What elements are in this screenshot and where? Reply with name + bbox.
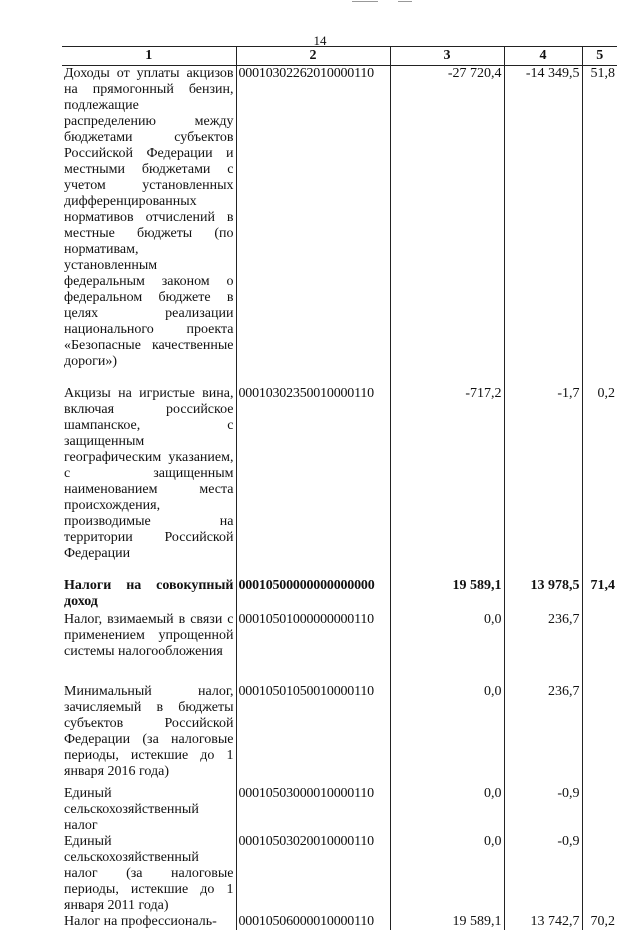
column-header: 4 [504,47,582,66]
table-row [62,786,617,834]
plan-value: -717,2 [390,386,504,578]
scan-mark [398,1,412,2]
header-row [62,47,617,66]
table-row [62,578,617,612]
actual-value: -0,9 [504,786,582,834]
plan-value: 0,0 [390,612,504,684]
income-name: Налог на профессиональ- [64,914,217,929]
table-row [62,834,617,914]
percent-value [582,612,617,684]
percent-value: 70,2 [582,914,617,930]
table-row [62,612,617,684]
actual-value: 236,7 [504,612,582,684]
table-row [62,66,617,387]
percent-value: 71,4 [582,578,617,612]
actual-value: 236,7 [504,684,582,786]
table-row [62,386,617,578]
percent-value [582,684,617,786]
budget-code: 00010501050010000110 [236,684,390,786]
budget-code: 00010506000010000110 [236,914,390,930]
plan-value: 19 589,1 [390,578,504,612]
page-number: 14 [313,33,327,48]
table-row [62,914,617,930]
income-name: Минимальный налог, зачисляемый в бюджеты субъектов Российской Федерации (за налоговые периоды, истекшие до 1 января 2016 года) [64,684,234,779]
actual-value: -1,7 [504,386,582,578]
budget-code: 00010503000010000110 [236,786,390,834]
actual-value: -0,9 [504,834,582,914]
scan-mark [352,1,378,2]
column-header: 5 [582,47,617,66]
table-row [62,684,617,786]
plan-value: 0,0 [390,684,504,786]
percent-value [582,786,617,834]
plan-value: 0,0 [390,786,504,834]
plan-value: 19 589,1 [390,914,504,930]
income-name: Налог, взимаемый в связи с применением упрощенной системы налогообложения [64,612,234,659]
percent-value [582,834,617,914]
budget-code: 00010302350010000110 [236,386,390,578]
budget-code: 00010500000000000000 [236,578,390,612]
budget-code: 00010302262010000110 [236,66,390,387]
percent-value: 51,8 [582,66,617,387]
budget-code: 00010501000000000110 [236,612,390,684]
column-header: 2 [236,47,390,66]
plan-value: -27 720,4 [390,66,504,387]
budget-table [62,46,617,930]
income-name: Единый сельскохозяйственный налог (за налоговые периоды, истекшие до 1 января 2011 года) [64,834,234,913]
column-header: 1 [62,47,236,66]
actual-value: 13 742,7 [504,914,582,930]
budget-code: 00010503020010000110 [236,834,390,914]
percent-value: 0,2 [582,386,617,578]
income-name: Доходы от уплаты акцизов на прямогонный бензин, подлежащие распределению между бюджетами субъектов Российской Федерации и местными бюджетами с учетом установленных дифференцированных нормативов отчислений в местные бюджеты (по нормативам, установленным федеральным законом о федеральном бюджете в целях реализации национального проекта «Безопасные качественные дороги») [64,66,234,369]
actual-value: 13 978,5 [504,578,582,612]
income-name: Акцизы на игристые вина, включая российское шампанское, с защищенным географическим указанием, с защищенным наименованием места происхождения, производимые на территории Российской Федерации [64,386,234,561]
plan-value: 0,0 [390,834,504,914]
income-name: Налоги на совокупный доход [64,578,234,609]
income-name: Единый сельскохозяйственный налог [64,786,199,833]
actual-value: -14 349,5 [504,66,582,387]
column-header: 3 [390,47,504,66]
